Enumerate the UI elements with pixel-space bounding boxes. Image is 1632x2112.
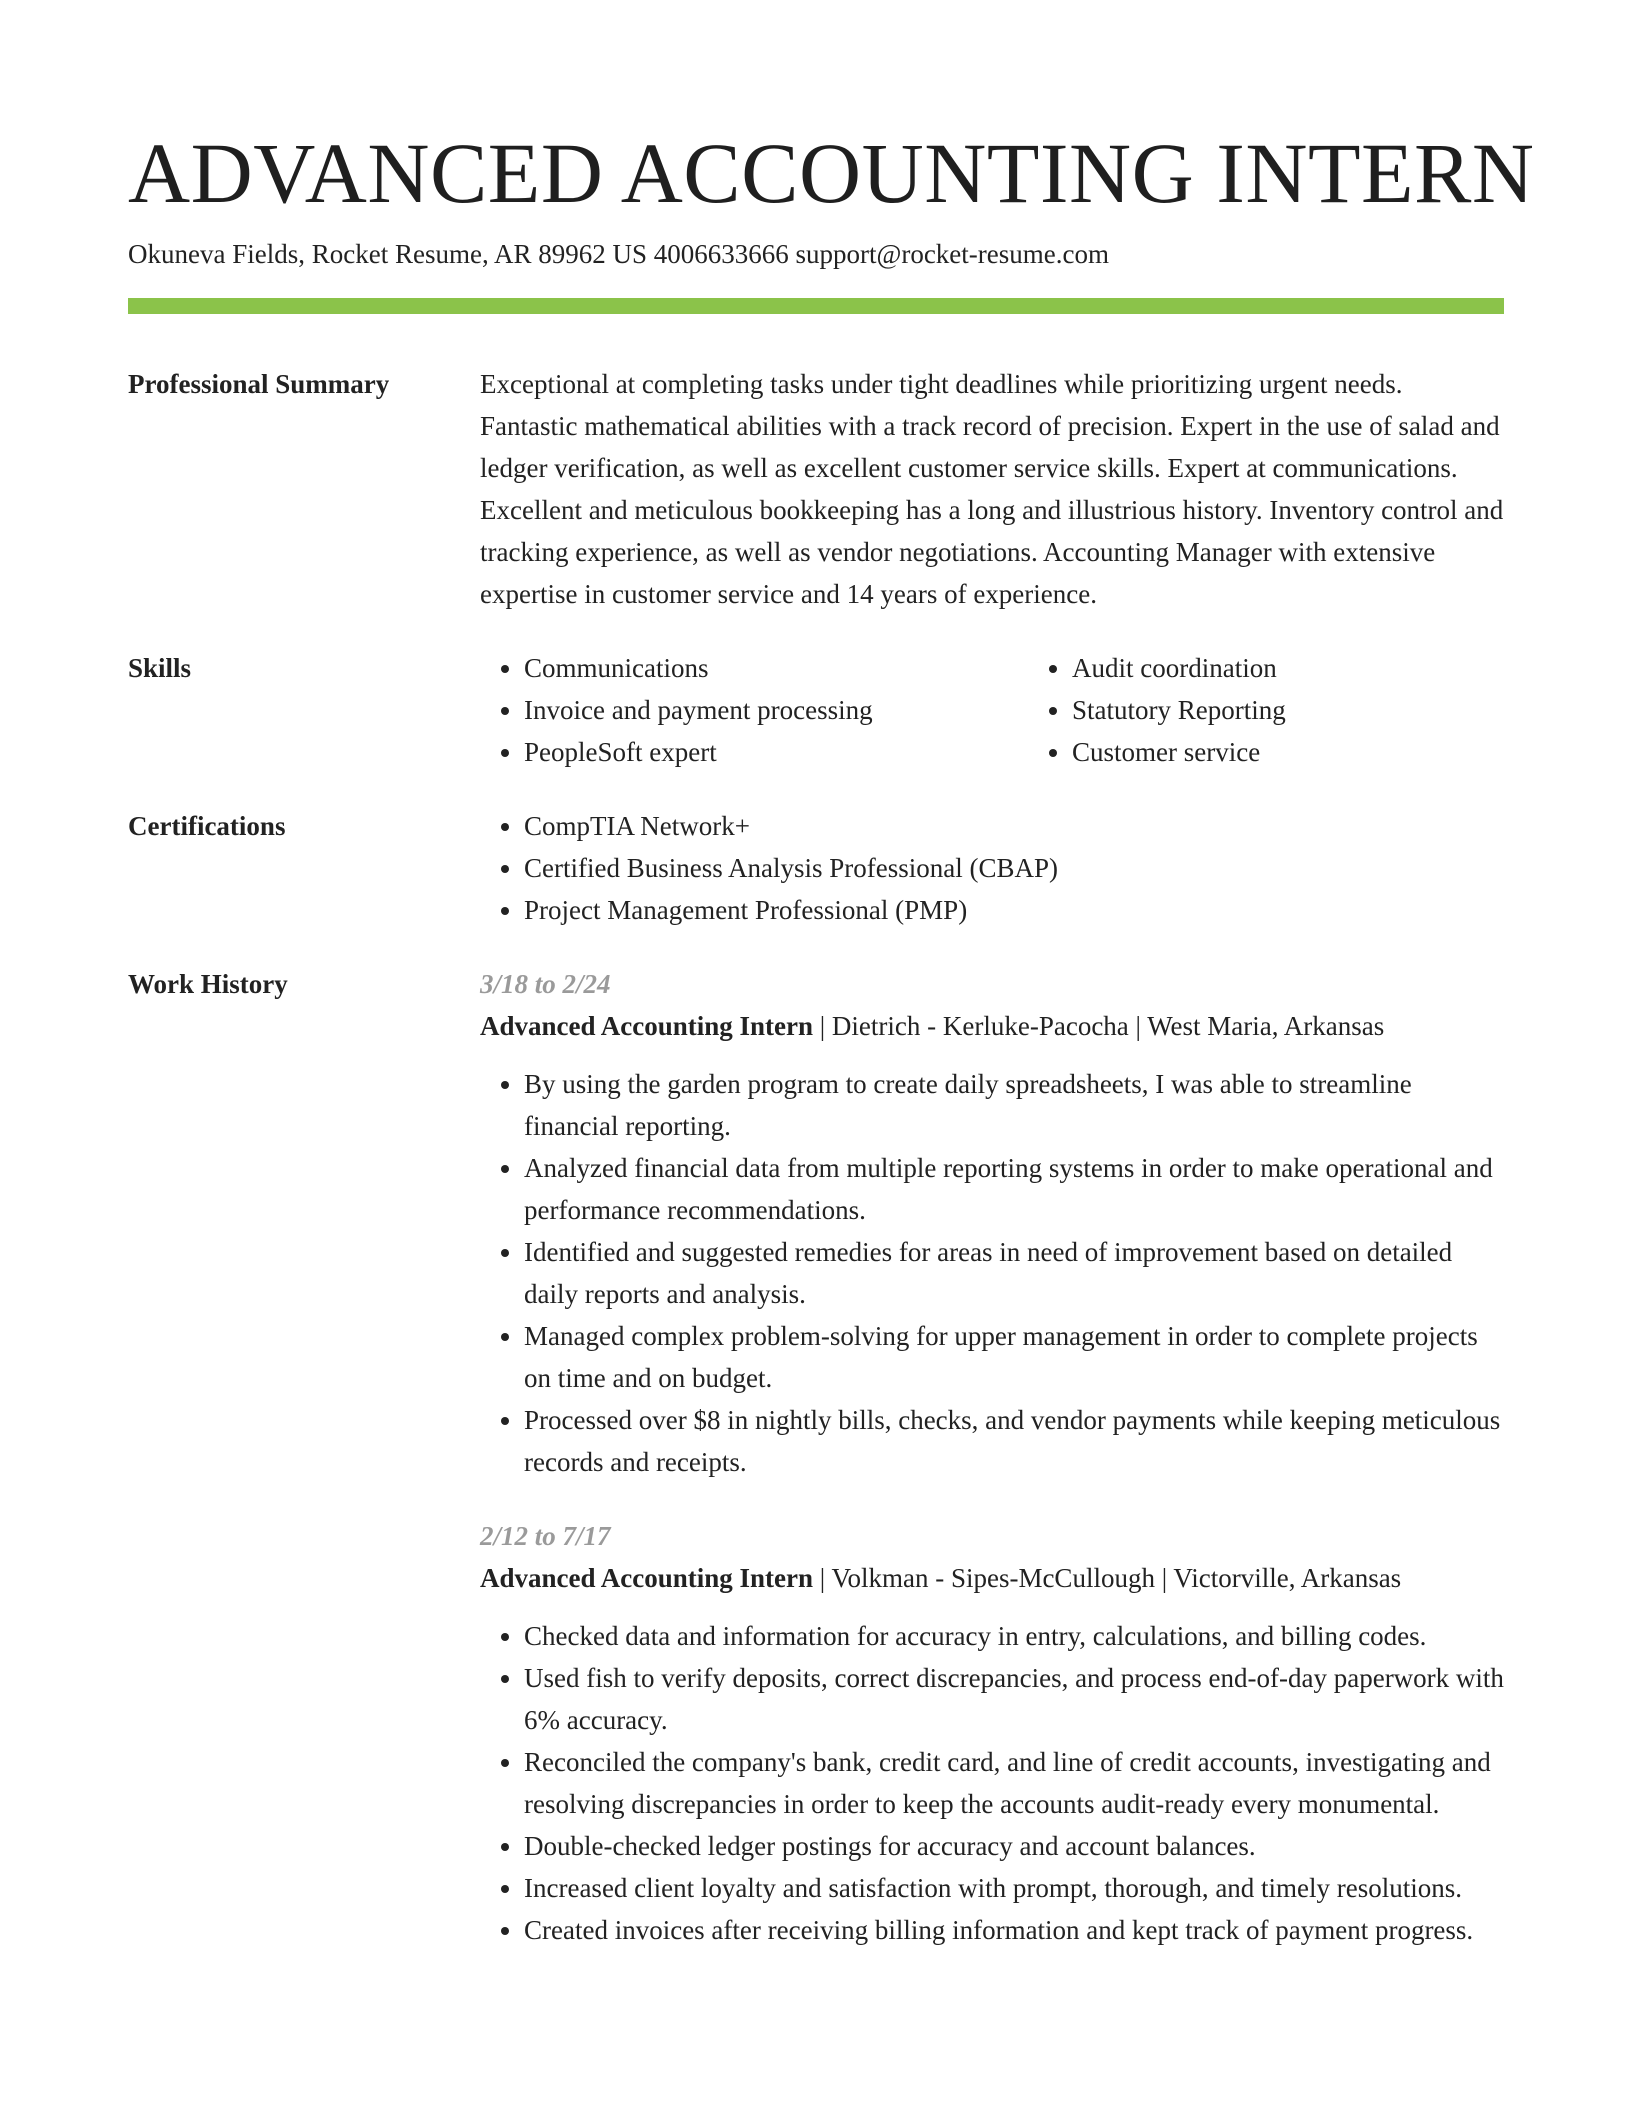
job-bullet: • Reconciled the company's bank, credit card, and line of credit accounts, investigating and resolving discrepancies in order to keep the accounts audit-ready every monumental. <box>524 1741 1504 1825</box>
skills-section <box>128 647 1504 773</box>
job-details: | Dietrich - Kerluke-Pacocha | West Maria, Arkansas <box>813 1011 1385 1041</box>
job-dates: 2/12 to 7/17 <box>480 1521 611 1551</box>
skills-list-right <box>1028 647 1576 773</box>
job-header <box>480 1557 1504 1599</box>
summary-text: Exceptional at completing tasks under tight deadlines while prioritizing urgent needs. Fantastic mathematical abilities with a track record of precision. Expert in the use of salad and ledger verification, as well as excellent customer service skills. Expert at communications. Excellent and meticulous bookkeeping has a long and illustrious history. Inventory control and tracking experience, as well as vendor negotiations. Accounting Manager with extensive expertise in customer service and 14 years of experience. <box>480 369 1504 609</box>
job-bullet: • Created invoices after receiving billing information and kept track of payment progress. <box>524 1909 1504 1951</box>
job-details: | Volkman - Sipes-McCullough | Victorville, Arkansas <box>813 1563 1402 1593</box>
job-bullet: • Managed complex problem-solving for upper management in order to complete projects on time and on budget. <box>524 1315 1504 1399</box>
job-bullet: • Identified and suggested remedies for areas in need of improvement based on detailed daily reports and analysis. <box>524 1231 1504 1315</box>
job-entry <box>480 963 1504 1483</box>
certifications-list <box>480 805 1504 931</box>
job-bullet: • Used fish to verify deposits, correct discrepancies, and process end-of-day paperwork with 6% accuracy. <box>524 1657 1504 1741</box>
skill-item: • Communications <box>524 647 1028 689</box>
certifications-heading: Certifications <box>128 811 286 841</box>
accent-divider <box>128 298 1504 314</box>
skill-item: • Audit coordination <box>1072 647 1576 689</box>
work-history-section <box>128 963 1504 1951</box>
job-bullet: • Checked data and information for accuracy in entry, calculations, and billing codes. <box>524 1615 1504 1657</box>
skill-item: • PeopleSoft expert <box>524 731 1028 773</box>
job-bullets <box>480 1615 1504 1951</box>
skills-grid <box>480 647 1576 773</box>
job-dates: 3/18 to 2/24 <box>480 969 611 999</box>
resume-page <box>128 118 1535 1951</box>
job-bullet: • Double-checked ledger postings for accuracy and account balances. <box>524 1825 1504 1867</box>
job-title: Advanced Accounting Intern <box>480 1563 814 1593</box>
certifications-body <box>480 805 1504 931</box>
job-bullets <box>480 1063 1504 1483</box>
job-bullet: • By using the garden program to create daily spreadsheets, I was able to streamline financial reporting. <box>524 1063 1504 1147</box>
job-bullet: • Increased client loyalty and satisfaction with prompt, thorough, and timely resolutions. <box>524 1867 1504 1909</box>
summary-heading: Professional Summary <box>128 369 390 399</box>
skill-item: • Invoice and payment processing <box>524 689 1028 731</box>
skill-item: • Customer service <box>1072 731 1576 773</box>
certifications-section <box>128 805 1504 931</box>
job-bullet: • Processed over $8 in nightly bills, checks, and vendor payments while keeping meticulous records and receipts. <box>524 1399 1504 1483</box>
job-header <box>480 1005 1504 1047</box>
skills-heading: Skills <box>128 653 192 683</box>
resume-title: ADVANCED ACCOUNTING INTERN <box>128 125 1535 221</box>
job-title: Advanced Accounting Intern <box>480 1011 814 1041</box>
skills-list-left <box>480 647 1028 773</box>
work-history-body <box>480 963 1504 1951</box>
job-entry <box>480 1515 1504 1951</box>
work-history-heading: Work History <box>128 969 288 999</box>
certification-item: • CompTIA Network+ <box>524 805 1504 847</box>
certification-item: • Certified Business Analysis Professional (CBAP) <box>524 847 1504 889</box>
contact-line: Okuneva Fields, Rocket Resume, AR 89962 US 4006633666 support@rocket-resume.com <box>128 239 1109 269</box>
job-bullet: • Analyzed financial data from multiple reporting systems in order to make operational and performance recommendations. <box>524 1147 1504 1231</box>
skill-item: • Statutory Reporting <box>1072 689 1576 731</box>
summary-section <box>128 363 1504 615</box>
certification-item: • Project Management Professional (PMP) <box>524 889 1504 931</box>
